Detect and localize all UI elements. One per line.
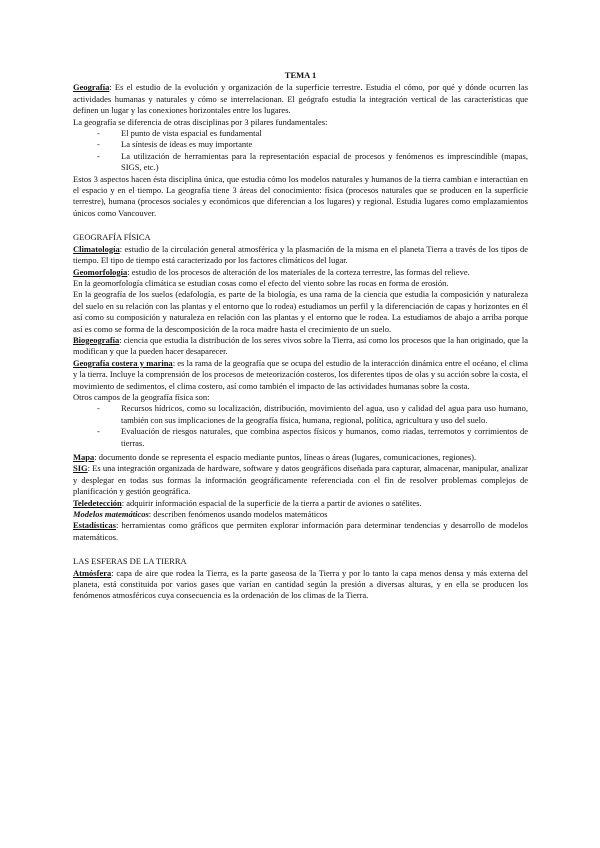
teledeteccion-paragraph: Teledetección: adquirir información espacial de la superficie de la tierra a partir de aviones o satélites.: [73, 497, 422, 508]
atmosfera-paragraph: Atmósfera: capa de aire que rodea la Tierra, es la parte gaseosa de la Tierra y por lo tanto la capa menos densa y más externa del planeta, está constituida por varios gases que varían en cantidad según la presión a diversas alturas, y en ella se producen los fenómenos atmosféricos cuya consecuencia es la ordenación de los climas de la Tierra.: [73, 567, 528, 601]
list-item: - Evaluación de riesgos naturales, que combina aspectos físicos y humanos, como riadas, terremotos y corrimientos de tierras.: [97, 426, 528, 449]
intro-paragraph: [73, 82, 528, 116]
list-item: - La síntesis de ideas es muy importante: [97, 139, 528, 150]
mapa-paragraph: Mapa: documento donde se representa el espacio mediante puntos, líneas o áreas (lugares, comunicaciones, regiones).: [73, 452, 477, 462]
document-page: [73, 70, 528, 602]
sig-paragraph: SIG: Es una integración organizada de hardware, software y datos geográficos diseñada para capturar, almacenar, manipular, analizar y desplegar en todas sus formas la información geográficamente referenciada con el fin de resolver problemas complejos de planificación y gestión geográfica.: [73, 463, 528, 497]
term-geomorfologia: Geomorfología: [73, 266, 128, 277]
costera-paragraph: Geografía costera y marina: es la rama de la geografía que se ocupa del estudio de la interacción dinámica entre el océano, el clima y la tierra. Incluye la comprensión de los procesos de meteorización costeros, los diferentes tipos de olas y su acción sobre la costa, el movimiento de sedimentos, el clima costero, así como también el impacto de las actividades humanas sobre la costa.: [73, 357, 529, 391]
pillars-intro: La geografía se diferencia de otras disciplinas por 3 pilares fundamentales:: [73, 116, 328, 127]
term-mapa: Mapa: [73, 452, 95, 462]
biogeografia-paragraph: Biogeografía: ciencia que estudia la distribución de los seres vivos sobre la Tierra, así como los procesos que la han originado, que la modifican y que la pueden hacer desaparecer.: [73, 334, 528, 357]
edafologia-paragraph: En la geografía de los suelos (edafología, es parte de la biología, es una rama de la ciencia que estudia la composición y naturaleza del suelo en su relación con las plantas y el entorno que lo rodea) estudiamos un perfil y la diferenciación de capas y horizontes en él así como su composición y naturaleza en relación con las plantas y el entorno que le rodea. La estudiamos de abajo a arriba porque así es como se forma de la descomposición de la roca madre hasta el crecimiento de un suelo.: [73, 289, 528, 334]
term-atmosfera: Atmósfera: [73, 567, 112, 578]
document-title: TEMA 1: [284, 70, 317, 80]
pillars-list: [73, 128, 528, 174]
other-fields-intro: Otros campos de la geografía física son:: [73, 391, 210, 402]
list-item: - La utilización de herramientas para la representación espacial de procesos y fenómenos es imprescindible (mapas, SIGS, etc.): [97, 151, 528, 174]
modelos-paragraph: Modelos matemáticos: describen fenómenos usando modelos matemáticos: [73, 509, 328, 520]
term-climatologia: Climatología: [73, 243, 120, 254]
list-item: - Recursos hídricos, como su localización, distribución, movimiento del agua, uso y calidad del agua para uso humano, también con sus implicaciones de la geografía física, humana, regional, política, agricultura y uso del suelo.: [97, 403, 528, 426]
aspects-paragraph: Estos 3 aspectos hacen ésta disciplina única, que estudia cómo los modelos naturales y humanos de la tierra cambian e interactúan en el espacio y en el tiempo. La geografía tiene 3 áreas del conocimiento: física (procesos naturales que se producen en la superficie terrestre), humana (procesos sociales y económicos que diferencian a los lugares) y regional. Estudia lugares como emplazamientos únicos como Vancouver.: [73, 173, 528, 218]
term-modelos-matematicos: Modelos matemáticos: [73, 509, 149, 520]
term-estadisticas: Estadísticas: [73, 520, 116, 531]
intro-text: : Es el estudio de la evolución y organización de la superficie terrestre. Estudia el cómo, por qué y dónde ocurren las actividades humanas y naturales y cómo se interrelacionan. El geógrafo estudia la integración vertical de las características que definen un lugar y las conexiones horizontales entre los lugares.: [73, 82, 528, 116]
estadisticas-paragraph: Estadísticas: herramientas como gráficos que permiten explorar información para determinar tendencias y desarrollo de modelos matemáticos.: [73, 520, 528, 542]
geomorfologia-paragraph: Geomorfología: estudio de los procesos de alteración de los materiales de la corteza terrestre, las formas del relieve.: [73, 266, 470, 277]
term-geografia-costera: Geografía costera y marina: [73, 357, 173, 368]
term-biogeografia: Biogeografía: [73, 334, 120, 345]
section-heading-esferas: LAS ESFERAS DE LA TIERRA: [73, 556, 187, 567]
climatologia-paragraph: Climatología: estudio de la circulación general atmosférica y la plasmación de la misma en el planeta Tierra a través de los tipos de tiempo. El tipo de tiempo está caracterizado por los factores climáticos del lugar.: [73, 243, 528, 266]
other-fields-list: [73, 403, 528, 449]
term-sig: SIG: [73, 463, 88, 474]
term-geografia: Geografía: [73, 82, 110, 93]
list-item: - El punto de vista espacial es fundamental: [97, 128, 528, 139]
geomorfologia-climatica-paragraph: En la geomorfología climática se estudian cosas como el efecto del viento sobre las rocas en forma de erosión.: [73, 277, 449, 288]
section-heading-geografia-fisica: GEOGRAFÍA FÍSICA: [73, 232, 151, 243]
term-teledeteccion: Teledetección: [73, 497, 122, 508]
